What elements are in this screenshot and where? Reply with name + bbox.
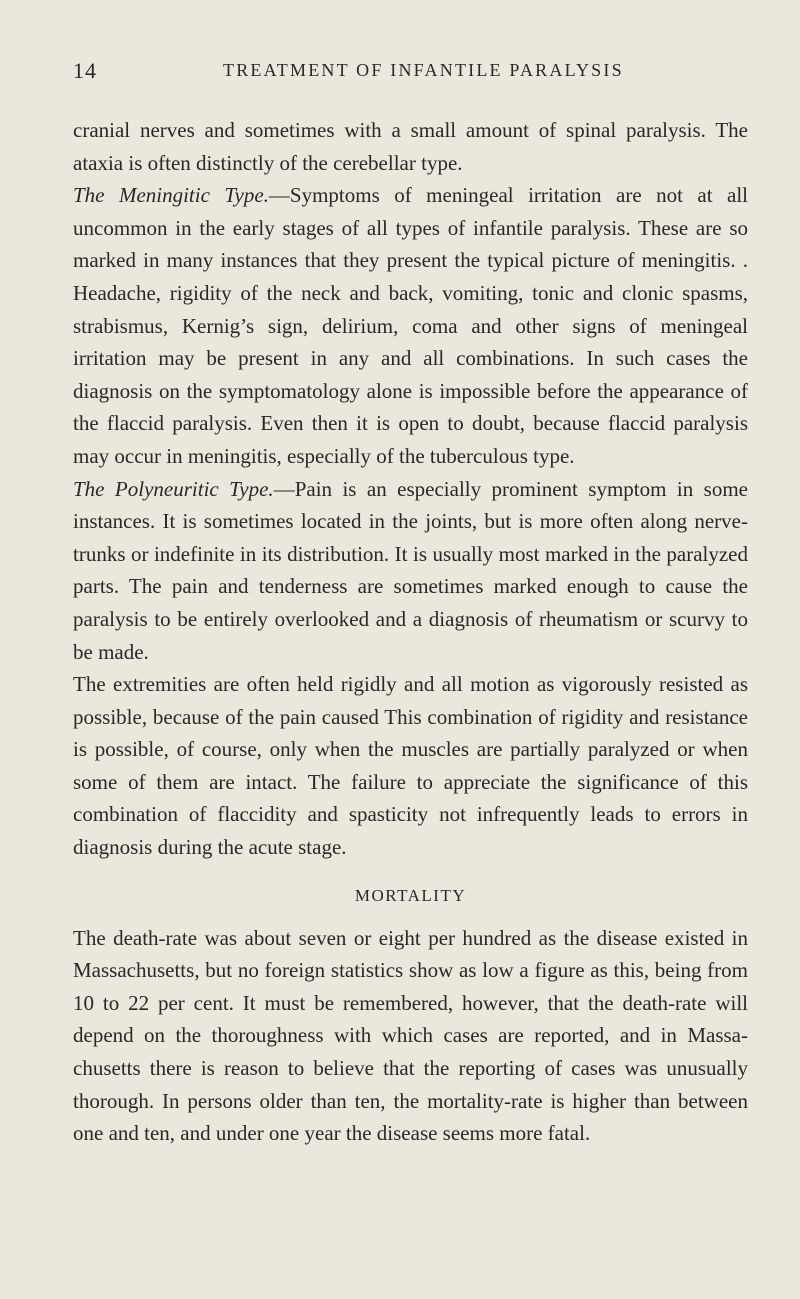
polyneuritic-type-title: The Polyneuritic Type. (73, 476, 274, 501)
paragraph-polyneuritic-type (73, 473, 748, 669)
meningitic-type-title: The Meningitic Type. (73, 183, 269, 208)
body-text (73, 114, 748, 1150)
running-head: TREATMENT OF INFANTILE PARALYSIS (223, 60, 624, 80)
paragraph-meningitic-type (73, 179, 748, 472)
polyneuritic-type-text: —Pain is an especially prominent symptom in some instances. It is sometimes located in the joints, but is more often along nerve-trunks or indefinite in its distribution. It is usually most marked in the paralyzed parts. The pain and tenderness are sometimes marked enough to cause the paralysis to be entirely overlooked and a diagnosis of rheumatism or scurvy to be made. (73, 476, 749, 664)
page-header (73, 58, 748, 98)
meningitic-type-text: —Symptoms of meningeal irritation are not at all uncommon in the early stages of all types of infantile paralysis. These are so marked in many instances that they present the typical picture of meningitis. . Headache, rigidity of the neck and back, vomiting, tonic and clonic spasms, strabismus, Kernig’s sign, delirium, coma and other signs of meningeal irritation may be present in any and all combinations. In such cases the diagnosis on the symptomatology alone is impossible before the appearance of the flaccid paralysis. Even then it is open to doubt, because flaccid paralysis may occur in meningitis, especially of the tuberculous type. (73, 183, 748, 468)
paragraph-extremities: The extremities are often held rigidly and all motion as vigorously resisted as possible, because of the pain caused This combination of rigidity and resistance is possible, of course, only when the muscles are partially paralyzed or when some of them are intact. The failure to appreciate the significance of this combination of flaccidity and spasticity not infrequently leads to errors in diagnosis during the acute stage. (73, 672, 748, 860)
paragraph-cranial-nerves: cranial nerves and sometimes with a small amount of spinal paralysis. The ataxia is often distinctly of the cerebellar type. (73, 118, 748, 175)
paragraph-mortality: The death-rate was about seven or eight per hundred as the disease existed in Massachusetts, but no foreign statistics show as low a figure as this, being from 10 to 22 per cent. It must be remembered, however, that the death-rate will depend on the thoroughness with which cases are reported, and in Massa-chusetts there is reason to believe that the reporting of cases was unusually thorough. In persons older than ten, the mortality-rate is higher than between one and ten, and under one year the disease seems more fatal. (73, 925, 748, 1146)
mortality-heading: MORTALITY (354, 885, 467, 905)
page-number: 14 (73, 58, 97, 83)
